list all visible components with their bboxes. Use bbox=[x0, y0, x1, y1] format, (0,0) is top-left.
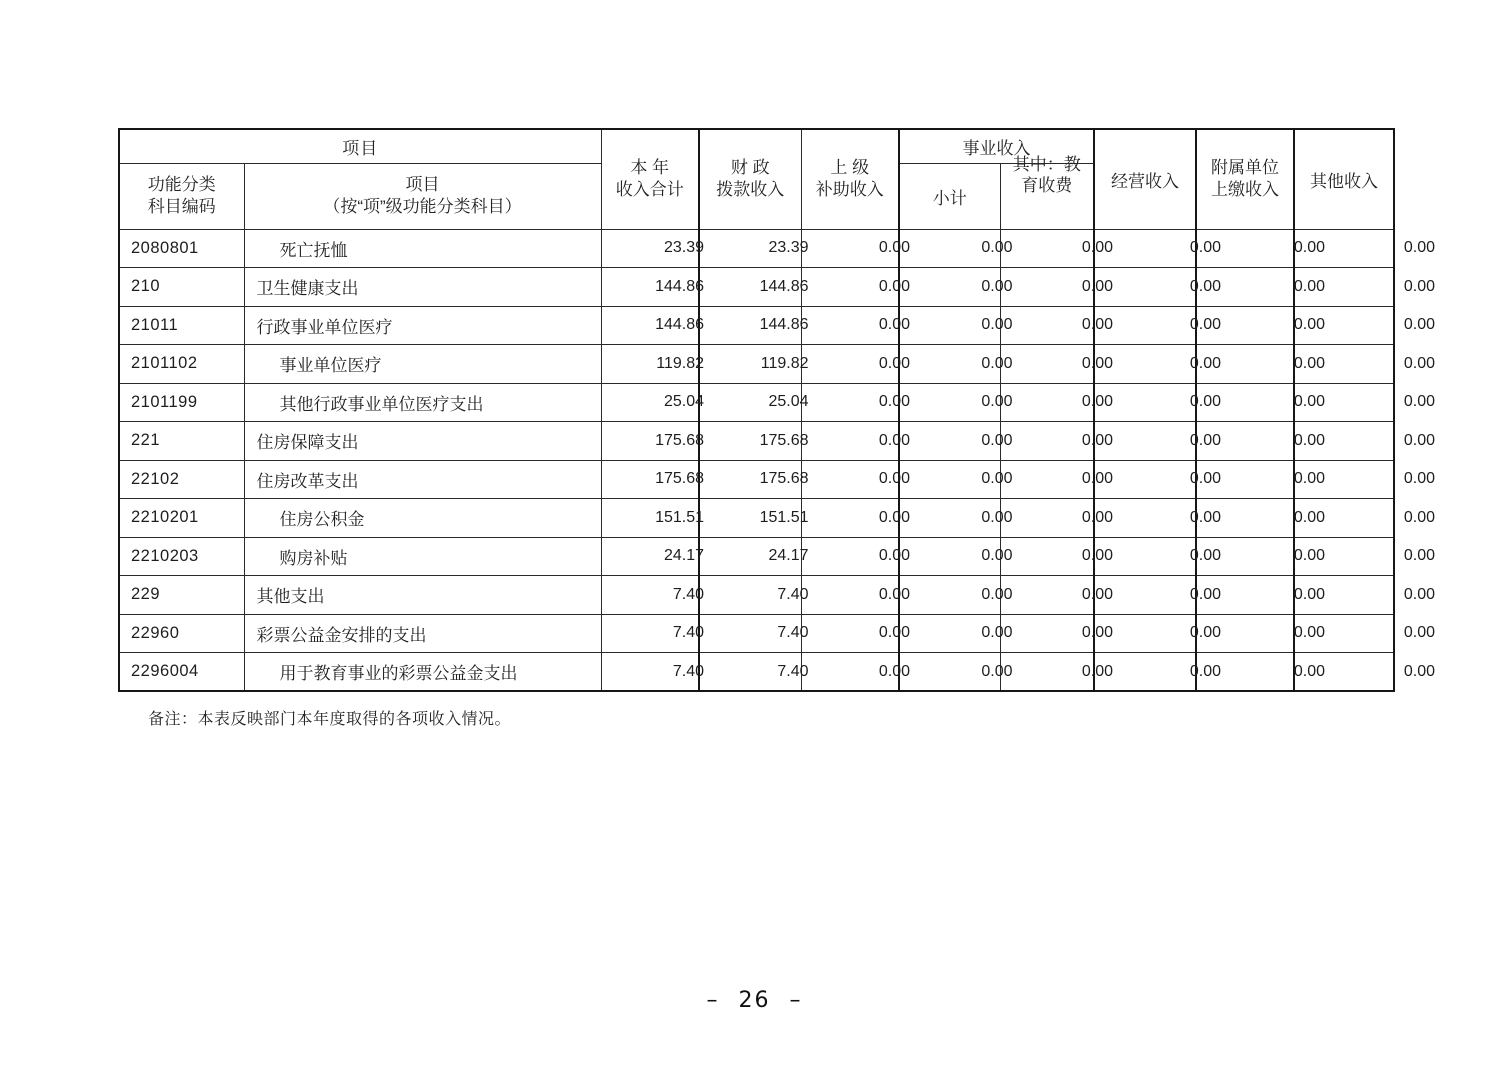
value-text: 0.00 bbox=[1189, 277, 1221, 295]
value-text: 0.00 bbox=[1189, 547, 1221, 565]
value-text: 0.00 bbox=[981, 354, 1013, 372]
row-value-cell bbox=[699, 345, 809, 384]
row-code: 2210201 bbox=[119, 499, 244, 538]
value-text: 0.00 bbox=[1189, 393, 1221, 411]
row-value-cell bbox=[1000, 345, 1113, 384]
row-value-cell bbox=[899, 345, 1013, 384]
value-text: 7.40 bbox=[777, 662, 809, 680]
row-item-name: 行政事业单位医疗 bbox=[244, 306, 601, 345]
value-text: 0.00 bbox=[1189, 508, 1221, 526]
header-line: 附属单位 bbox=[1211, 158, 1279, 178]
value-text: 0.00 bbox=[878, 508, 910, 526]
row-value-cell bbox=[601, 460, 704, 499]
value-text: 0.00 bbox=[981, 624, 1013, 642]
header-line: 拨款收入 bbox=[716, 180, 785, 200]
header-line: 其中：教 bbox=[1012, 154, 1081, 174]
value-text: 0.00 bbox=[878, 393, 910, 411]
value-text: 23.39 bbox=[663, 239, 704, 257]
row-value-cell bbox=[801, 653, 910, 692]
value-text: 0.00 bbox=[1081, 277, 1113, 295]
table-row bbox=[119, 345, 1394, 384]
value-text: 7.40 bbox=[777, 624, 809, 642]
row-value-cell bbox=[801, 345, 910, 384]
table-note: 备注：本表反映部门本年度取得的各项收入情况。 bbox=[148, 711, 512, 728]
row-value-cell bbox=[699, 537, 809, 576]
value-text: 0.00 bbox=[1081, 585, 1113, 603]
value-text: 0.00 bbox=[1403, 585, 1435, 603]
row-value-cell bbox=[601, 653, 704, 692]
row-value-cell bbox=[801, 229, 910, 268]
row-value-cell bbox=[801, 460, 910, 499]
header-operating-income: 经营收入 bbox=[1094, 129, 1196, 229]
value-text: 0.00 bbox=[1081, 393, 1113, 411]
value-text: 0.00 bbox=[1403, 239, 1435, 257]
row-value-cell bbox=[601, 383, 704, 422]
value-text: 7.40 bbox=[672, 585, 704, 603]
row-value-cell bbox=[699, 229, 809, 268]
row-value-cell bbox=[1000, 653, 1113, 692]
value-text: 0.00 bbox=[1403, 470, 1435, 488]
row-value-cell bbox=[899, 537, 1013, 576]
header-line: 功能分类 bbox=[147, 175, 216, 194]
row-value-cell bbox=[601, 614, 704, 653]
row-value-cell bbox=[801, 499, 910, 538]
value-text: 0.00 bbox=[981, 393, 1013, 411]
row-value-cell bbox=[801, 306, 910, 345]
value-text: 0.00 bbox=[1189, 354, 1221, 372]
row-value-cell bbox=[801, 383, 910, 422]
row-value-cell bbox=[699, 653, 809, 692]
value-text: 0.00 bbox=[1403, 547, 1435, 565]
table-row bbox=[119, 268, 1394, 307]
row-value-cell bbox=[1000, 576, 1113, 615]
row-value-cell bbox=[1000, 460, 1113, 499]
value-text: 0.00 bbox=[1081, 508, 1113, 526]
row-item-name: 死亡抚恤 bbox=[244, 229, 601, 268]
header-row-1 bbox=[119, 129, 1394, 163]
row-item-name: 用于教育事业的彩票公益金支出 bbox=[244, 653, 601, 692]
header-line: 本 年 bbox=[630, 158, 670, 178]
header-business-income-group: 事业收入 bbox=[899, 129, 1094, 163]
row-code: 2080801 bbox=[119, 229, 244, 268]
table-row bbox=[119, 653, 1394, 692]
header-line: 育收费 bbox=[1021, 175, 1073, 195]
table-row bbox=[119, 576, 1394, 615]
row-value-cell bbox=[801, 537, 910, 576]
row-item-name: 事业单位医疗 bbox=[244, 345, 601, 384]
value-text: 0.00 bbox=[878, 470, 910, 488]
row-value-cell bbox=[699, 268, 809, 307]
value-text: 23.39 bbox=[768, 239, 809, 257]
value-text: 0.00 bbox=[1081, 624, 1113, 642]
row-value-cell bbox=[899, 460, 1013, 499]
value-text: 0.00 bbox=[1403, 277, 1435, 295]
header-fiscal-appropriation bbox=[699, 129, 801, 229]
page-number: – 26 – bbox=[706, 988, 803, 1013]
table-row bbox=[119, 383, 1394, 422]
value-text: 0.00 bbox=[1293, 662, 1325, 680]
value-text: 7.40 bbox=[672, 662, 704, 680]
row-value-cell bbox=[1000, 422, 1113, 461]
value-text: 0.00 bbox=[1189, 431, 1221, 449]
value-text: 0.00 bbox=[878, 316, 910, 334]
row-code: 221 bbox=[119, 422, 244, 461]
row-value-cell bbox=[601, 422, 704, 461]
row-value-cell bbox=[1000, 229, 1113, 268]
value-text: 175.68 bbox=[655, 470, 704, 488]
value-text: 0.00 bbox=[1293, 547, 1325, 565]
value-text: 0.00 bbox=[1403, 393, 1435, 411]
row-code: 229 bbox=[119, 576, 244, 615]
row-value-cell bbox=[899, 229, 1013, 268]
row-code: 2296004 bbox=[119, 653, 244, 692]
value-text: 0.00 bbox=[878, 239, 910, 257]
table-row bbox=[119, 306, 1394, 345]
row-value-cell bbox=[601, 499, 704, 538]
value-text: 144.86 bbox=[759, 316, 809, 334]
row-value-cell bbox=[601, 537, 704, 576]
header-affiliated-income bbox=[1196, 129, 1294, 229]
row-value-cell bbox=[601, 229, 704, 268]
value-text: 144.86 bbox=[655, 277, 704, 295]
header-education-fees-text bbox=[1002, 154, 1093, 196]
value-text: 0.00 bbox=[1403, 508, 1435, 526]
row-value-cell bbox=[899, 268, 1013, 307]
header-superior-subsidy bbox=[801, 129, 899, 229]
value-text: 0.00 bbox=[1293, 239, 1325, 257]
value-text: 0.00 bbox=[1293, 431, 1325, 449]
row-value-cell bbox=[899, 576, 1013, 615]
row-code: 2210203 bbox=[119, 537, 244, 576]
table-header bbox=[119, 129, 1394, 229]
value-text: 0.00 bbox=[981, 508, 1013, 526]
table-row bbox=[119, 229, 1394, 268]
value-text: 0.00 bbox=[981, 470, 1013, 488]
value-text: 0.00 bbox=[1403, 431, 1435, 449]
row-value-cell bbox=[801, 422, 910, 461]
value-text: 0.00 bbox=[981, 547, 1013, 565]
value-text: 0.00 bbox=[1403, 354, 1435, 372]
value-text: 151.51 bbox=[655, 508, 704, 526]
row-value-cell bbox=[601, 268, 704, 307]
header-line: 上 级 bbox=[830, 158, 870, 178]
value-text: 0.00 bbox=[1189, 585, 1221, 603]
table-row bbox=[119, 422, 1394, 461]
header-function-code bbox=[119, 163, 244, 229]
row-item-name: 住房保障支出 bbox=[244, 422, 601, 461]
header-item-by-level bbox=[244, 163, 601, 229]
table-row bbox=[119, 460, 1394, 499]
value-text: 0.00 bbox=[1189, 239, 1221, 257]
value-text: 0.00 bbox=[1081, 239, 1113, 257]
row-item-name: 住房公积金 bbox=[244, 499, 601, 538]
header-line: 上缴收入 bbox=[1211, 180, 1279, 200]
value-text: 0.00 bbox=[1293, 277, 1325, 295]
row-code: 210 bbox=[119, 268, 244, 307]
value-text: 24.17 bbox=[768, 547, 809, 565]
row-value-cell bbox=[699, 499, 809, 538]
row-value-cell bbox=[699, 383, 809, 422]
value-text: 7.40 bbox=[777, 585, 809, 603]
table-body bbox=[119, 229, 1435, 691]
row-value-cell bbox=[601, 345, 704, 384]
income-table bbox=[118, 128, 1435, 692]
value-text: 0.00 bbox=[981, 277, 1013, 295]
value-text: 0.00 bbox=[1293, 354, 1325, 372]
row-value-cell bbox=[601, 576, 704, 615]
value-text: 25.04 bbox=[768, 393, 809, 411]
header-education-fees bbox=[1000, 154, 1094, 229]
value-text: 0.00 bbox=[878, 277, 910, 295]
value-text: 0.00 bbox=[1081, 547, 1113, 565]
header-line: 财 政 bbox=[730, 158, 770, 178]
row-item-name: 住房改革支出 bbox=[244, 460, 601, 499]
row-code: 2101102 bbox=[119, 345, 244, 384]
row-value-cell bbox=[1000, 499, 1113, 538]
row-value-cell bbox=[1000, 268, 1113, 307]
value-text: 0.00 bbox=[878, 431, 910, 449]
row-value-cell bbox=[1000, 383, 1113, 422]
value-text: 7.40 bbox=[672, 624, 704, 642]
header-line: 项目 bbox=[405, 175, 440, 194]
value-text: 175.68 bbox=[759, 431, 809, 449]
value-text: 175.68 bbox=[655, 431, 704, 449]
value-text: 0.00 bbox=[1081, 354, 1113, 372]
value-text: 175.68 bbox=[759, 470, 809, 488]
value-text: 119.82 bbox=[760, 354, 809, 372]
value-text: 0.00 bbox=[1293, 624, 1325, 642]
value-text: 151.51 bbox=[759, 508, 809, 526]
value-text: 0.00 bbox=[981, 316, 1013, 334]
row-value-cell bbox=[699, 306, 809, 345]
value-text: 0.00 bbox=[1293, 393, 1325, 411]
row-value-cell bbox=[801, 268, 910, 307]
row-item-name: 购房补贴 bbox=[244, 537, 601, 576]
value-text: 0.00 bbox=[878, 624, 910, 642]
row-value-cell bbox=[1000, 614, 1113, 653]
row-value-cell bbox=[801, 576, 910, 615]
row-value-cell bbox=[699, 422, 809, 461]
row-value-cell bbox=[899, 422, 1013, 461]
row-value-cell bbox=[1000, 537, 1113, 576]
value-text: 0.00 bbox=[981, 585, 1013, 603]
table-row bbox=[119, 499, 1394, 538]
value-text: 0.00 bbox=[1189, 624, 1221, 642]
value-text: 144.86 bbox=[759, 277, 809, 295]
value-text: 0.00 bbox=[878, 354, 910, 372]
value-text: 0.00 bbox=[878, 662, 910, 680]
row-value-cell bbox=[699, 576, 809, 615]
table-row bbox=[119, 537, 1394, 576]
row-value-cell bbox=[699, 614, 809, 653]
row-value-cell bbox=[1000, 306, 1113, 345]
row-value-cell bbox=[601, 306, 704, 345]
row-value-cell bbox=[899, 614, 1013, 653]
header-other-income: 其他收入 bbox=[1294, 129, 1394, 229]
row-value-cell bbox=[899, 653, 1013, 692]
value-text: 0.00 bbox=[878, 585, 910, 603]
header-subtotal: 小计 bbox=[899, 163, 1000, 229]
row-item-name: 其他行政事业单位医疗支出 bbox=[244, 383, 601, 422]
row-value-cell bbox=[899, 499, 1013, 538]
value-text: 24.17 bbox=[663, 547, 704, 565]
value-text: 0.00 bbox=[1189, 316, 1221, 334]
value-text: 119.82 bbox=[656, 354, 704, 372]
value-text: 0.00 bbox=[1189, 662, 1221, 680]
value-text: 0.00 bbox=[1293, 316, 1325, 334]
row-value-cell bbox=[801, 614, 910, 653]
row-code: 22102 bbox=[119, 460, 244, 499]
value-text: 0.00 bbox=[878, 547, 910, 565]
value-text: 25.04 bbox=[663, 393, 704, 411]
row-code: 22960 bbox=[119, 614, 244, 653]
value-text: 144.86 bbox=[655, 316, 704, 334]
table-row bbox=[119, 614, 1394, 653]
row-code: 21011 bbox=[119, 306, 244, 345]
value-text: 0.00 bbox=[1403, 624, 1435, 642]
header-annual-total bbox=[601, 129, 699, 229]
row-code: 2101199 bbox=[119, 383, 244, 422]
value-text: 0.00 bbox=[1403, 316, 1435, 334]
value-text: 0.00 bbox=[1293, 585, 1325, 603]
value-text: 0.00 bbox=[1081, 470, 1113, 488]
value-text: 0.00 bbox=[1403, 662, 1435, 680]
value-text: 0.00 bbox=[1081, 316, 1113, 334]
row-value-cell bbox=[699, 460, 809, 499]
row-value-cell bbox=[899, 383, 1013, 422]
value-text: 0.00 bbox=[1293, 470, 1325, 488]
value-text: 0.00 bbox=[981, 431, 1013, 449]
header-item-group: 项目 bbox=[119, 129, 601, 163]
row-item-name: 其他支出 bbox=[244, 576, 601, 615]
value-text: 0.00 bbox=[1081, 431, 1113, 449]
value-text: 0.00 bbox=[1293, 508, 1325, 526]
value-text: 0.00 bbox=[981, 239, 1013, 257]
value-text: 0.00 bbox=[1189, 470, 1221, 488]
header-line: （按“项”级功能分类科目） bbox=[323, 197, 522, 216]
value-text: 0.00 bbox=[981, 662, 1013, 680]
value-text: 0.00 bbox=[1081, 662, 1113, 680]
header-line: 补助收入 bbox=[815, 180, 884, 200]
header-line: 科目编码 bbox=[147, 197, 216, 216]
row-item-name: 卫生健康支出 bbox=[244, 268, 601, 307]
row-item-name: 彩票公益金安排的支出 bbox=[244, 614, 601, 653]
header-line: 收入合计 bbox=[615, 180, 684, 200]
row-value-cell bbox=[899, 306, 1013, 345]
